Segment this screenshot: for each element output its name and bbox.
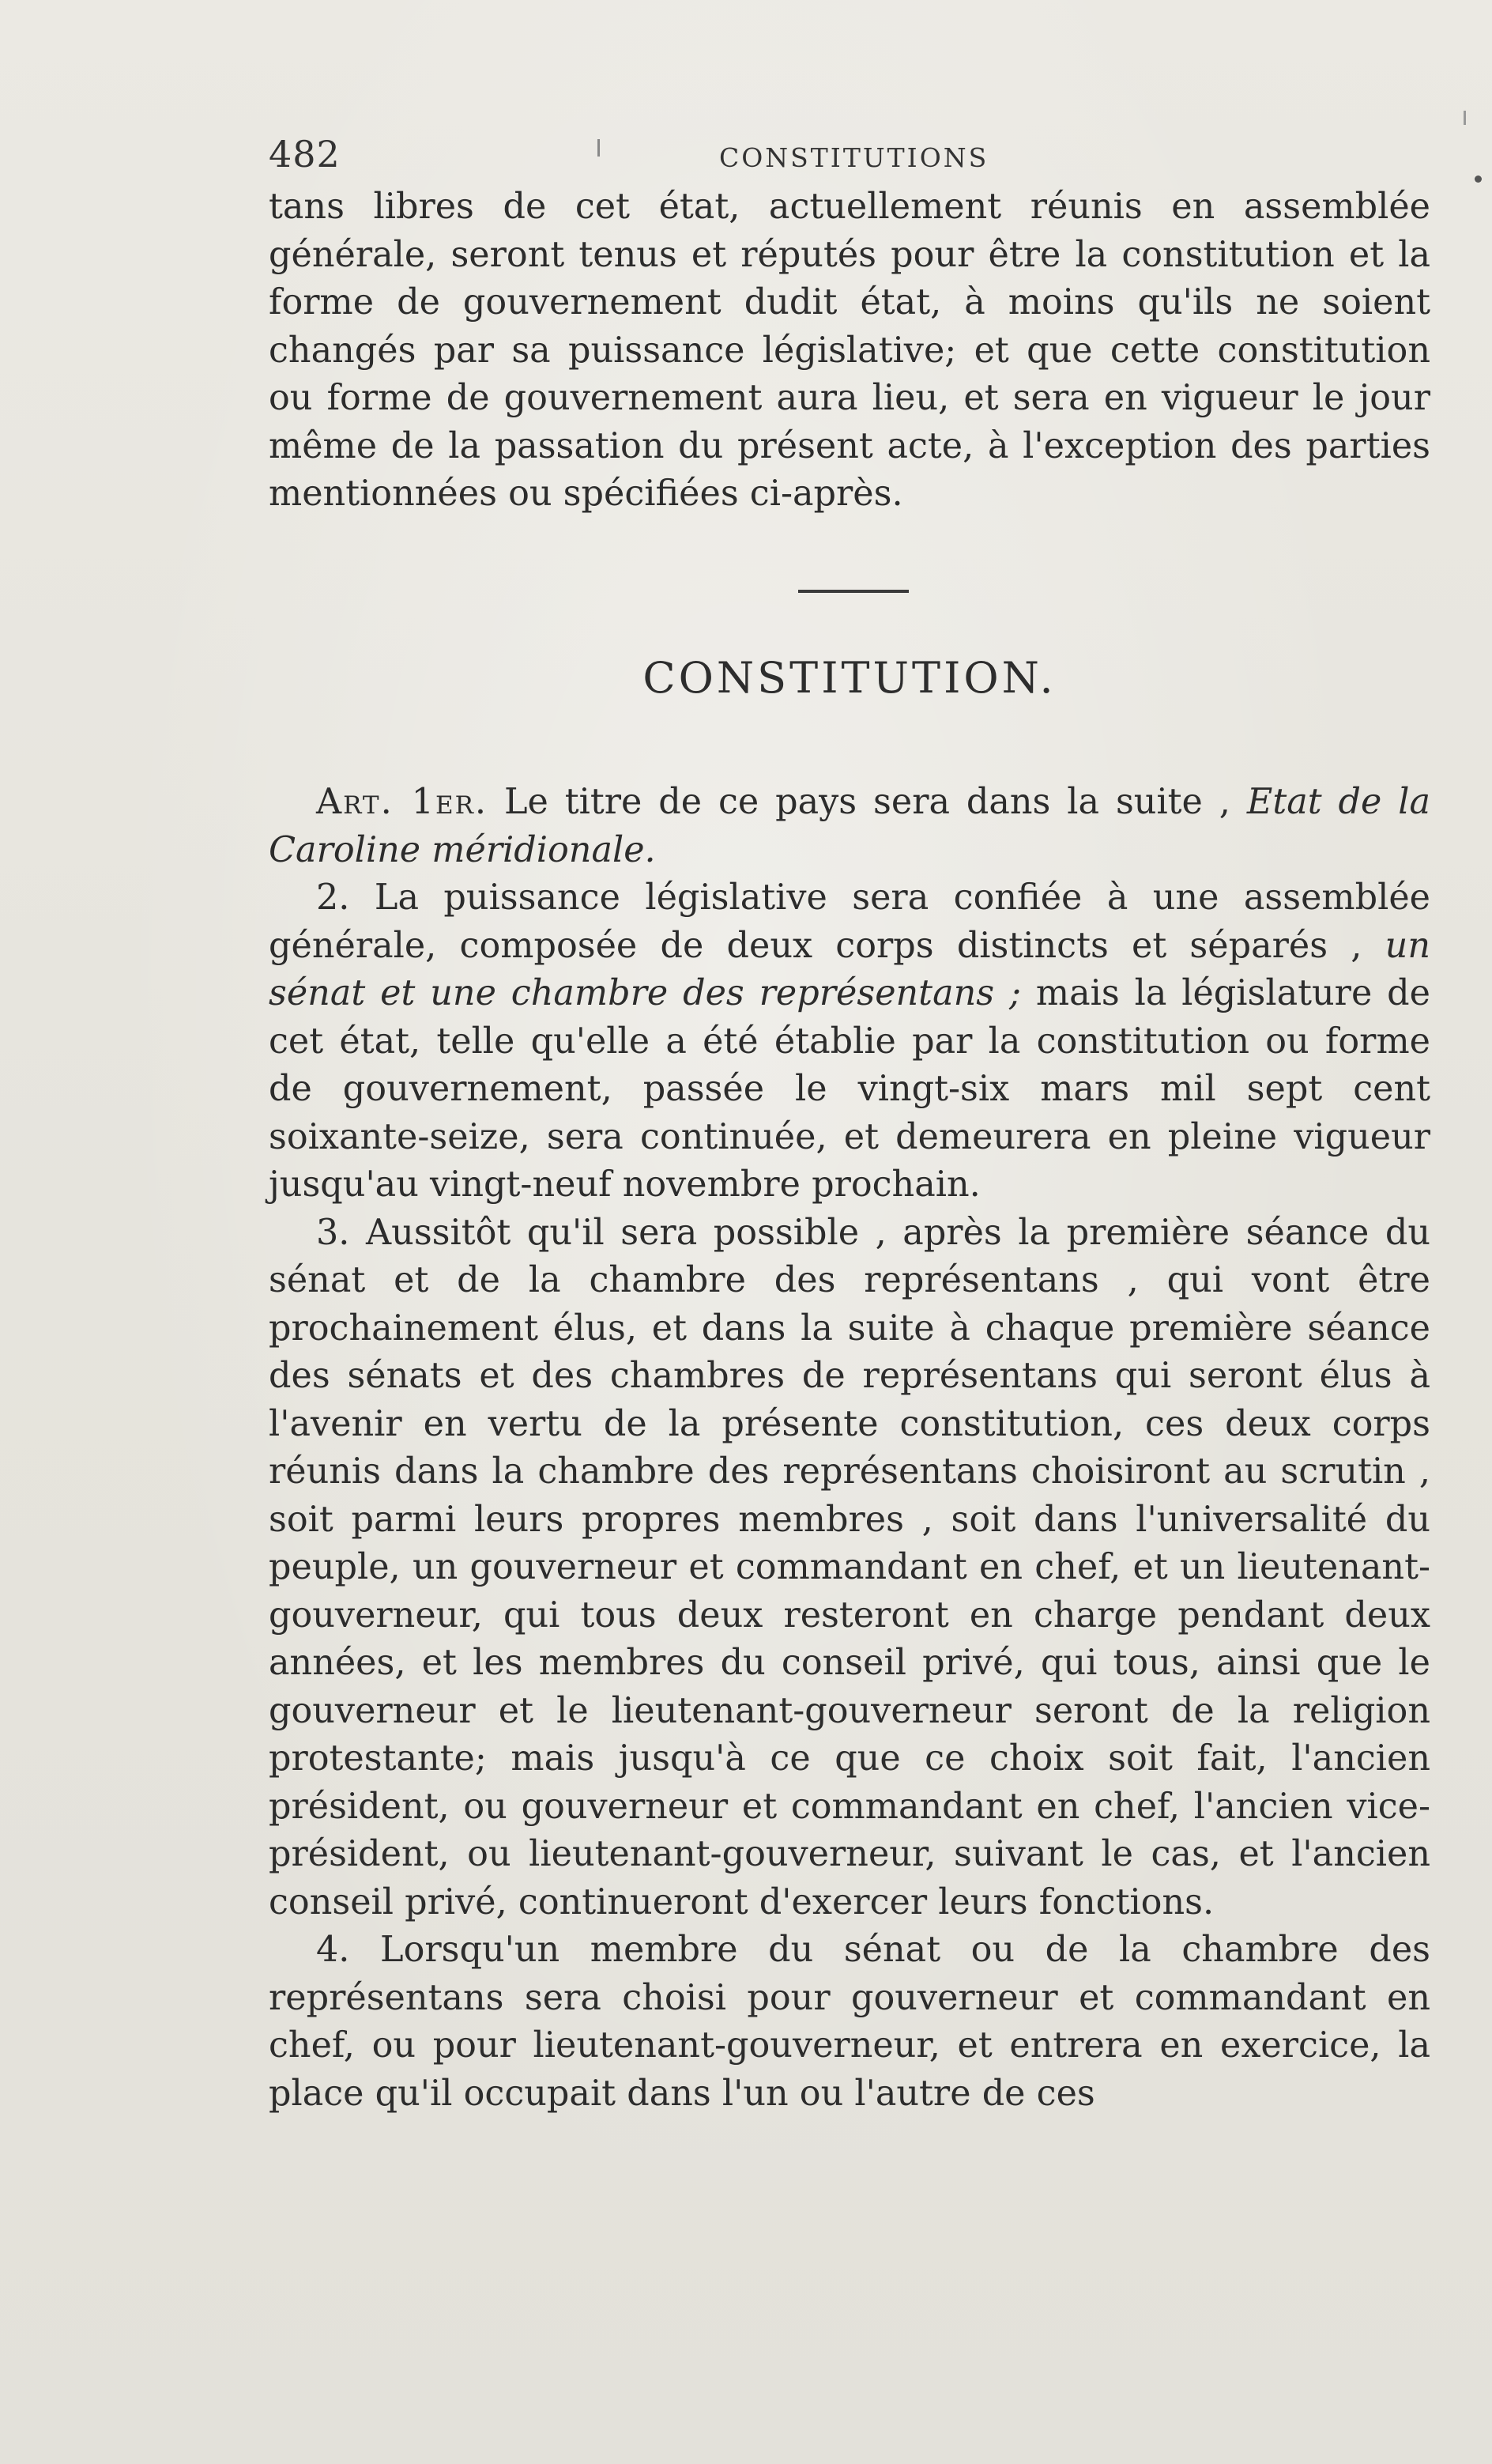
article-1-label: Art. 1er. — [316, 782, 488, 822]
article-2 — [269, 874, 1430, 1209]
running-head — [269, 133, 1430, 180]
section-divider-rule — [798, 590, 909, 593]
article-2-italic: un sénat et une chambre des représentans ; — [269, 925, 1430, 1013]
running-title: CONSTITUTIONS — [719, 142, 989, 173]
article-3-text: Aussitôt qu'il sera possible , après la première séance du sénat et de la chambre des représentans , qui vont être prochainement élus, et dans la suite à chaque première séance des sénats et des chambres de représentans qui seront élus à l'avenir en vertu de la présente constitution, ces deux corps réunis dans la chambre des représentans choisiront au scrutin , soit parmi leurs propres membres , soit dans l'universalité du peuple, un gouverneur et commandant en chef, et un lieutenant-gouverneur, qui tous deux resteront en charge pendant deux années, et les membres du conseil privé, qui tous, ainsi que le gouverneur et le lieutenant-gouverneur seront de la religion protestante; mais jusqu'à ce que ce choix soit fait, l'ancien président, ou gouverneur et commandant en chef, l'ancien vice-président, ou lieutenant-gouverneur, suivant le cas, et l'ancien conseil privé, continueront d'exercer leurs fonctions. — [269, 1212, 1430, 1923]
article-4-text: Lorsqu'un membre du sénat ou de la chambre des représentans sera choisi pour gouverneur et commandant en chef, ou pour lieutenant-gouverneur, et entrera en exercice, la place qu'il occupait dans l'un ou l'autre de ces — [269, 1930, 1430, 2114]
article-4-number: 4. — [316, 1930, 350, 1970]
article-2-text-b: mais la législature de cet état, telle qu'elle a été établie par la constitution ou forme de gouvernement, passée le vingt-six mars mil sept cent soixante-seize, sera continuée, et demeurera en pleine vigueur jusqu'au vingt-neuf novembre prochain. — [269, 973, 1430, 1205]
article-2-number: 2. — [316, 877, 350, 918]
article-3 — [269, 1209, 1430, 1927]
paper-speck — [1464, 111, 1466, 125]
opening-paragraph: tans libres de cet état, actuellement réunis en assemblée générale, seront tenus et réputés pour être la constitution et la forme de gouvernement dudit état, à moins qu'ils ne soient changés par sa puissance législative; et que cette constitution ou forme de gouvernement aura lieu, et sera en vigueur le jour même de la passation du présent acte, à l'exception des parties mentionnées ou spécifiées ci-après. — [269, 187, 1430, 514]
section-title: CONSTITUTION. — [642, 653, 1057, 703]
article-2-text-a: La puissance législative sera confiée à une assemblée générale, composée de deux corps distincts et séparés , — [269, 877, 1430, 966]
article-1-italic: Etat de la Caroline méridionale. — [269, 782, 1430, 870]
article-1-text: Le titre de ce pays sera dans la suite , — [503, 782, 1230, 822]
ink-spot — [1475, 175, 1482, 183]
articles-block — [269, 779, 1430, 2118]
opening-paragraph-block — [269, 183, 1430, 519]
article-4 — [269, 1926, 1430, 2118]
page-number: 482 — [269, 133, 341, 175]
article-1 — [269, 779, 1430, 874]
article-3-number: 3. — [316, 1212, 350, 1253]
